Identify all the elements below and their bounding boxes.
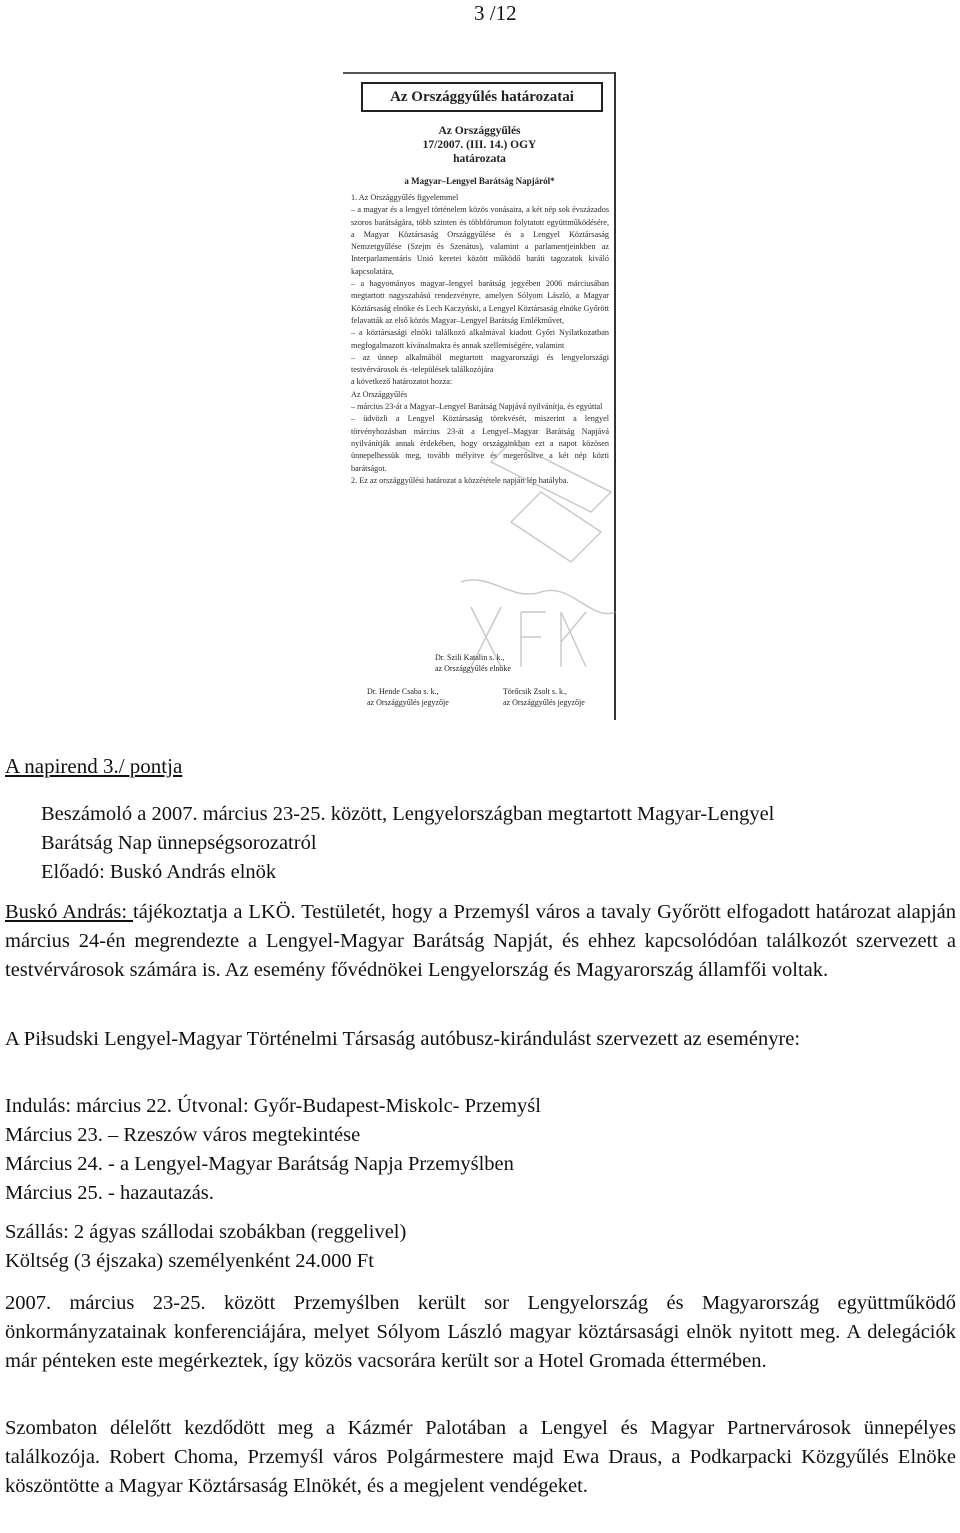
clipping-heading: Az Országgyűlés határozatai xyxy=(361,82,603,112)
clipping-signature: Törőcsik Zsolt s. k., az Országgyűlés jegyzője xyxy=(503,687,585,707)
agenda-presenter: Előadó: Buskó András elnök xyxy=(41,861,277,883)
itinerary-list xyxy=(5,1092,956,1208)
clipping-body-text: 1. Az Országgyűlés figyelemmel – a magyar és a lengyel történelem közös vonásaira, a két nép sok évszázados szoros barátságára, több szinten és többfórumon folytatott együttműködésére, a Magyar Köztársaság Országgyűlése és a Lengyel Köztársaság Nemzetgyűlése (Szejm és Szenátus), valamint a parlamentjeinkben az Interparlamentáris Unió keretei között működő baráti tagozatok kiváló kapcsolatára, – a hagyományos magyar–lengyel barátság jegyében 2006 márciusában megtartott nagyszabású rendezvényre, amelyen Sólyom László, a Magyar Köztársaság elnöke és Lech Kaczyński, a Lengyel Köztársaság elnöke Győrött felavatták az első közös Magyar–Lengyel Barátság Emlékművet, – a köztársasági elnöki találkozó alkalmával kiadott Győri Nyilatkozatban megfogalmazott kívánalmakra és annak szellemiségére, valamint – az ünnep alkalmából megtartott magyarországi és lengyelországi testvérvárosok és -települések találkozójára a következő határozatot hozza: Az Országgyűlés – március 23-át a Magyar–Lengyel Barátság Napjává nyilvánítja, és egyúttal – üdvözli a Lengyel Köztársaság törekvését, miszerint a lengyel törvényhozásban március 23-át a Lengyel–Magyar Barátság Napjává nyilvánítják annak érdekében, hogy országainkban ezt a napot közösen ünnepelhessük meg, tovább mélyítve és megerősítve a két nép közti barátságot. 2. Ez az országgyűlési határozat a közzététele napján lép hatályba. xyxy=(351,193,609,485)
clipping-signature: Dr. Hende Csaba s. k., az Országgyűlés jegyzője xyxy=(367,687,449,707)
clipping-title-line: 17/2007. (III. 14.) OGY xyxy=(422,139,537,151)
page-number: 3 /12 xyxy=(474,1,517,25)
clipping-title xyxy=(343,124,616,188)
meeting-paragraph: Szombaton délelőtt kezdődött meg a Kázmér Palotában a Lengyel és Magyar Partnervárosok ünnepélyes találkozója. Robert Choma, Przemyśl város Polgármestere majd Ewa Draus, a Podkarpacki Közgyűlés Elnöke köszöntötte a Magyar Köztársaság Elnökét, és a megjelent vendégeket. xyxy=(5,1417,956,1497)
agenda-description xyxy=(41,800,956,887)
agenda-item-heading: A napirend 3./ pontja xyxy=(5,754,183,778)
itinerary-item: Március 24. - a Lengyel-Magyar Barátság Napja Przemyślben xyxy=(5,1153,514,1175)
clipping-title-line: Az Országgyűlés xyxy=(438,125,521,137)
itinerary-item: Március 23. – Rzeszów város megtekintése xyxy=(5,1124,361,1146)
conference-paragraph: 2007. március 23-25. között Przemyślben került sor Lengyelország és Magyarország együttműködő önkormányzatainak konferenciájára, melyet Sólyom László magyar köztársasági elnök nyitott meg. A delegációk már pénteken este megérkeztek, így közös vacsorára került sor a Hotel Gromada éttermében. xyxy=(5,1292,956,1372)
bus-trip-paragraph: A Piłsudski Lengyel-Magyar Történelmi Társaság autóbusz-kirándulást szervezett az eseményre: xyxy=(5,1028,801,1050)
report-paragraph-text: tájékoztatja a LKÖ. Testületét, hogy a Przemyśl város a tavaly Győrött elfogadott határozat alapján március 24-én megrendezte a Lengyel-Magyar Barátság Napját, és ehhez kapcsolódóan találkozót szervezett a testvérvárosok számára is. Az esemény fővédnökei Lengyelország és Magyarország államfői voltak. xyxy=(5,901,956,981)
agenda-line: Beszámoló a 2007. március 23-25. között, Lengyelországban megtartott Magyar-Lengyel xyxy=(41,803,775,825)
agenda-line: Barátság Nap ünnepségsorozatról xyxy=(41,832,317,854)
clipping-title-line: határozata xyxy=(453,153,506,165)
itinerary-item: Indulás: március 22. Útvonal: Győr-Budapest-Miskolc- Przemyśl xyxy=(5,1095,541,1117)
clipping-top-border xyxy=(343,72,616,74)
cost-line: Költség (3 éjszaka) személyenként 24.000 Ft xyxy=(5,1250,374,1272)
lodging-line: Szállás: 2 ágyas szállodai szobákban (reggelivel) xyxy=(5,1221,407,1243)
itinerary-item: Március 25. - hazautazás. xyxy=(5,1182,214,1204)
clipping-signature: Dr. Szili Katalin s. k., az Országgyűlés elnöke xyxy=(435,653,511,673)
report-paragraph xyxy=(5,898,956,985)
lodging-info xyxy=(5,1218,956,1276)
speaker-name: Buskó András: xyxy=(5,901,133,923)
scanned-resolution-clipping xyxy=(343,72,616,720)
clipping-title-line: a Magyar–Lengyel Barátság Napjáról* xyxy=(404,176,555,186)
